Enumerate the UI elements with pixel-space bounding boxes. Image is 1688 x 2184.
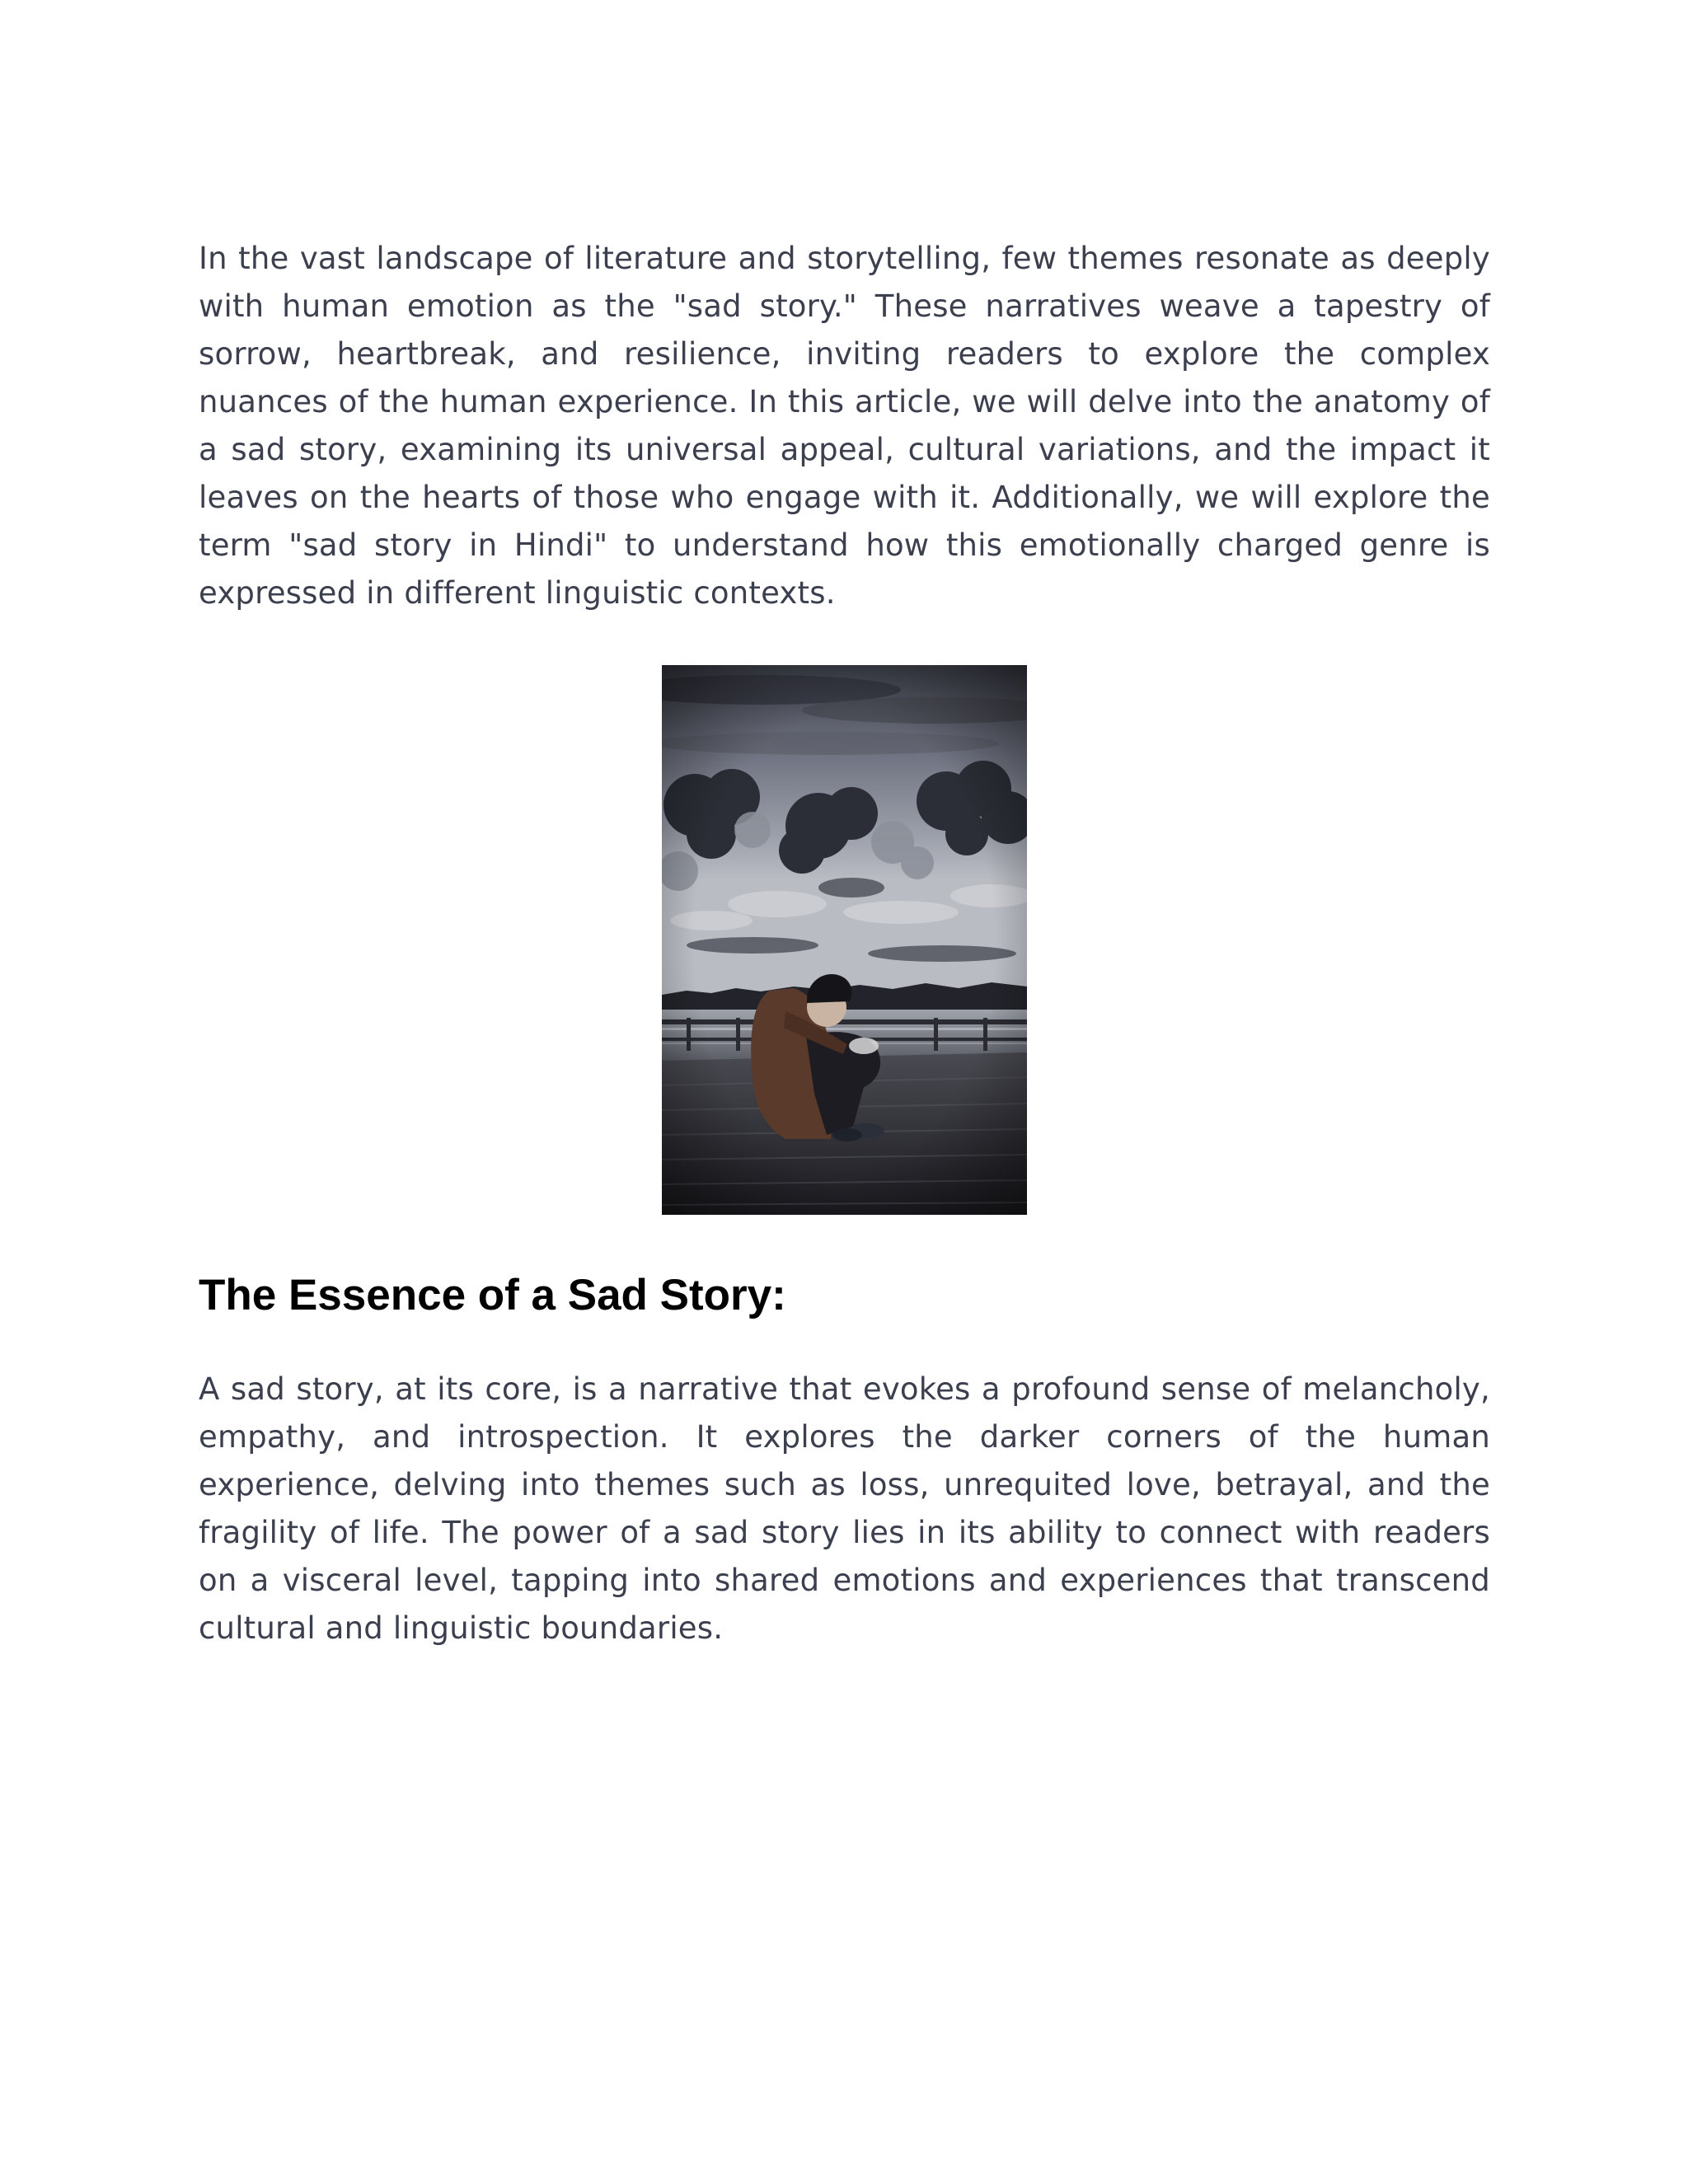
intro-paragraph: In the vast landscape of literature and storytelling, few themes resonate as deeply with human emotion as the "sad story." These narratives weave a tapestry of sorrow, heartbreak, and resilience, inviting readers to explore the complex nuances of the human experience. In this article, we will delve into the anatomy of a sad story, examining its universal appeal, cultural variations, and the impact it leaves on the hearts of those who engage with it. Additionally, we will explore the term "sad story in Hindi" to understand how this emotionally charged genre is expressed in different linguistic contexts. <box>199 241 1490 611</box>
photo-illustration <box>662 665 1027 1215</box>
section-heading: The Essence of a Sad Story: <box>199 1271 786 1319</box>
section-paragraph: A sad story, at its core, is a narrative that evokes a profound sense of melancholy, empathy, and introspection. It explores the darker corners of the human experience, delving into themes such as loss, unrequited love, betrayal, and the fragility of life. The power of a sad story lies in its ability to connect with readers on a visceral level, tapping into shared emotions and experiences that transcend cultural and linguistic boundaries. <box>199 1371 1490 1646</box>
sad-person-on-pier-image <box>662 665 1027 1215</box>
